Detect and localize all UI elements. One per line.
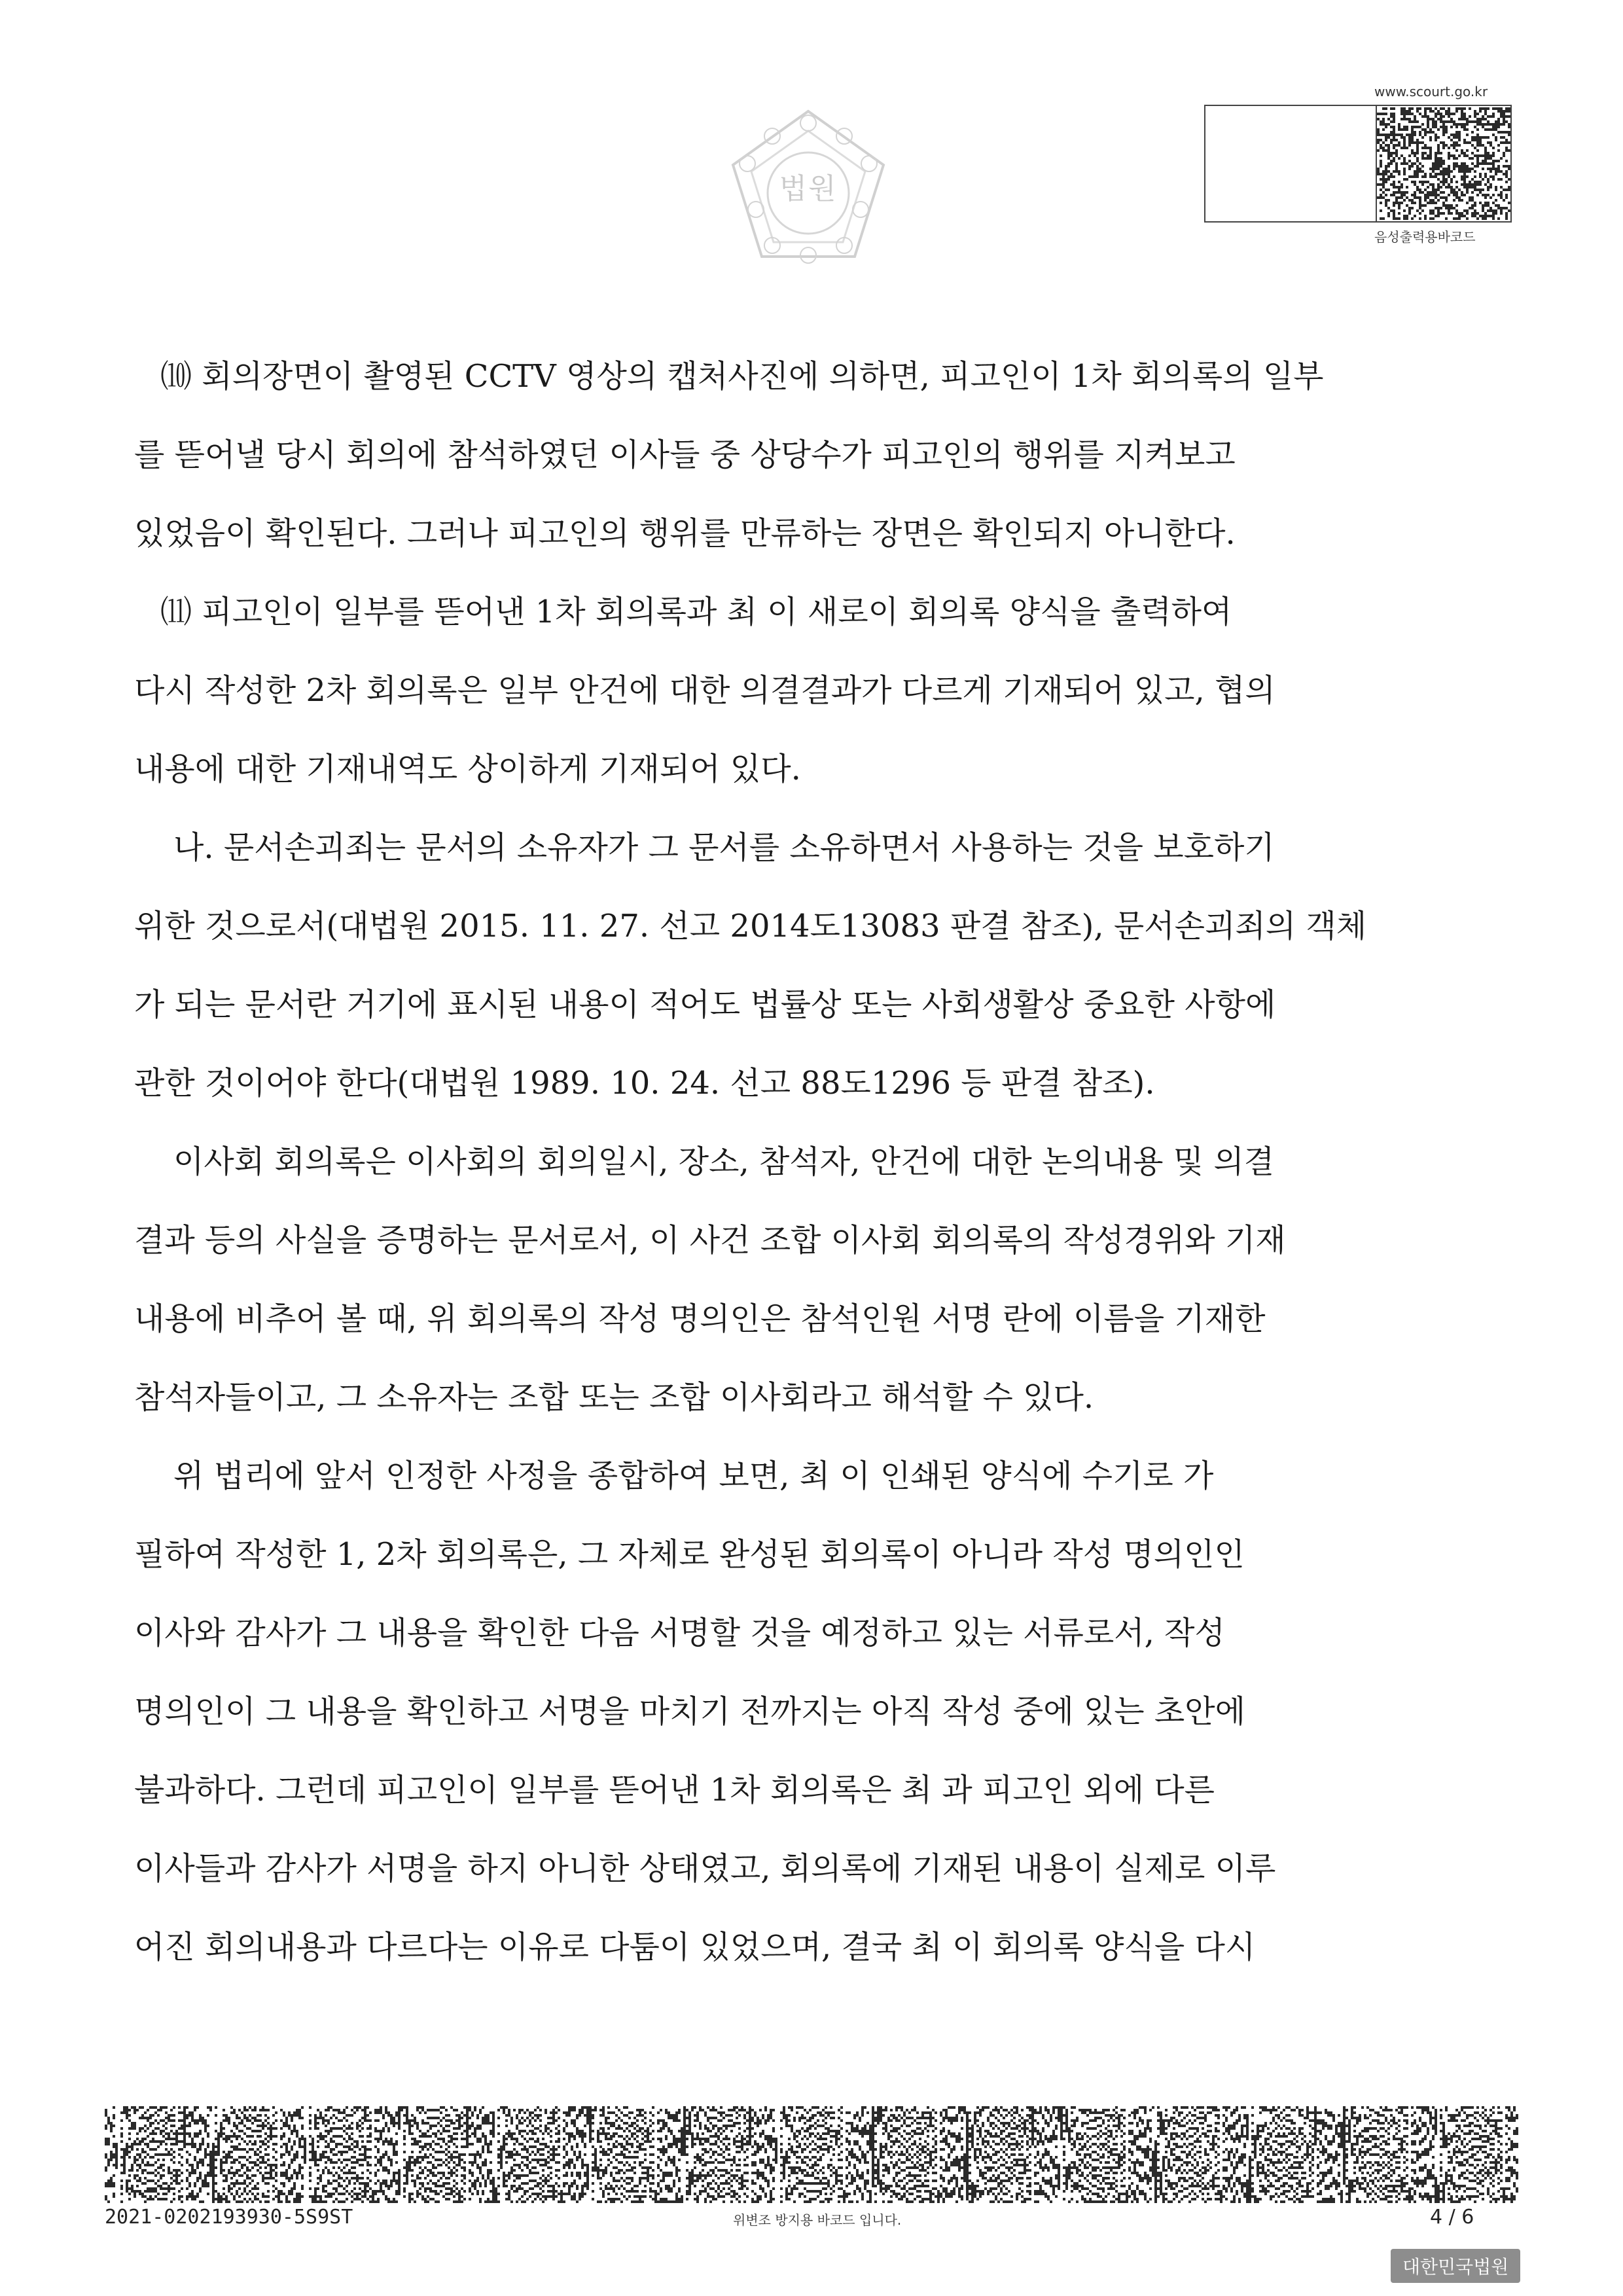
text-line: 이사들과 감사가 서명을 하지 아니한 상태였고, 회의록에 기재된 내용이 실제로 이루 (134, 1850, 1276, 1887)
barcode-note: 위변조 방지용 바코드 입니다. (733, 2212, 902, 2228)
text-line: 다시 작성한 2차 회의록은 일부 안건에 대한 의결결과가 다르게 기재되어 있고, 협의 (134, 672, 1275, 709)
paragraph-na (134, 808, 1469, 1122)
paragraph-10 (134, 337, 1469, 573)
text-line: 있었음이 확인된다. 그러나 피고인의 행위를 만류하는 장면은 확인되지 아니한다. (134, 515, 1236, 552)
seal-text: 법원 (779, 172, 838, 206)
barcode-blank-area (1205, 106, 1377, 221)
court-seal (726, 105, 890, 268)
anti-forgery-barcode (105, 2106, 1518, 2203)
court-url: www.scourt.go.kr (1374, 84, 1488, 99)
text-line: 나. 문서손괴죄는 문서의 소유자가 그 문서를 소유하면서 사용하는 것을 보호하기 (173, 829, 1275, 866)
text-line: 위한 것으로서(대법원 2015. 11. 27. 선고 2014도13083 판결 참조), 문서손괴죄의 객체 (134, 908, 1367, 944)
document-body (134, 337, 1469, 1986)
audio-barcode-caption: 음성출력용바코드 (1374, 229, 1476, 245)
text-line: 위 법리에 앞서 인정한 사정을 종합하여 보면, 최 이 인쇄된 양식에 수기로 가 (173, 1458, 1214, 1494)
court-name-footer: 대한민국법원 (1391, 2249, 1520, 2283)
text-line: 내용에 비추어 볼 때, 위 회의록의 작성 명의인은 참석인원 서명 란에 이름을 기재한 (134, 1300, 1266, 1337)
text-line: 결과 등의 사실을 증명하는 문서로서, 이 사건 조합 이사회 회의록의 작성경위와 기재 (134, 1222, 1286, 1259)
audio-barcode (1377, 107, 1510, 220)
text-line: 명의인이 그 내용을 확인하고 서명을 마치기 전까지는 아직 작성 중에 있는 초안에 (134, 1693, 1245, 1730)
text-line: 를 뜯어낼 당시 회의에 참석하였던 이사들 중 상당수가 피고인의 행위를 지켜보고 (134, 437, 1236, 473)
text-line: 가 되는 문서란 거기에 표시된 내용이 적어도 법률상 또는 사회생활상 중요한 사항에 (134, 986, 1276, 1023)
text-line: 관한 것이어야 한다(대법원 1989. 10. 24. 선고 88도1296 등 판결 참조). (134, 1065, 1155, 1102)
text-line: ⑾ 피고인이 일부를 뜯어낸 1차 회의록과 최 이 새로이 회의록 양식을 출력하여 (160, 594, 1232, 630)
text-line: 어진 회의내용과 다르다는 이유로 다툼이 있었으며, 결국 최 이 회의록 양식을 다시 (134, 1929, 1256, 1965)
text-line: 참석자들이고, 그 소유자는 조합 또는 조합 이사회라고 해석할 수 있다. (134, 1379, 1094, 1416)
text-line: 이사회 회의록은 이사회의 회의일시, 장소, 참석자, 안건에 대한 논의내용 및 의결 (173, 1143, 1275, 1180)
text-line: 내용에 대한 기재내역도 상이하게 기재되어 있다. (134, 751, 801, 787)
paragraph-conclusion (134, 1437, 1469, 1986)
audio-barcode-box (1204, 105, 1512, 223)
text-line: 필하여 작성한 1, 2차 회의록은, 그 자체로 완성된 회의록이 아니라 작성 명의인인 (134, 1536, 1245, 1573)
document-serial: 2021-0202193930-5S9ST (105, 2206, 353, 2229)
paragraph-minutes (134, 1122, 1469, 1437)
text-line: 이사와 감사가 그 내용을 확인한 다음 서명할 것을 예정하고 있는 서류로서, 작성 (134, 1615, 1225, 1651)
text-line: ⑽ 회의장면이 촬영된 CCTV 영상의 캡처사진에 의하면, 피고인이 1차 회의록의 일부 (160, 358, 1324, 395)
paragraph-11 (134, 573, 1469, 808)
text-line: 불과하다. 그런데 피고인이 일부를 뜯어낸 1차 회의록은 최 과 피고인 외에 다른 (134, 1772, 1215, 1808)
page-number: 4 / 6 (1430, 2206, 1474, 2229)
